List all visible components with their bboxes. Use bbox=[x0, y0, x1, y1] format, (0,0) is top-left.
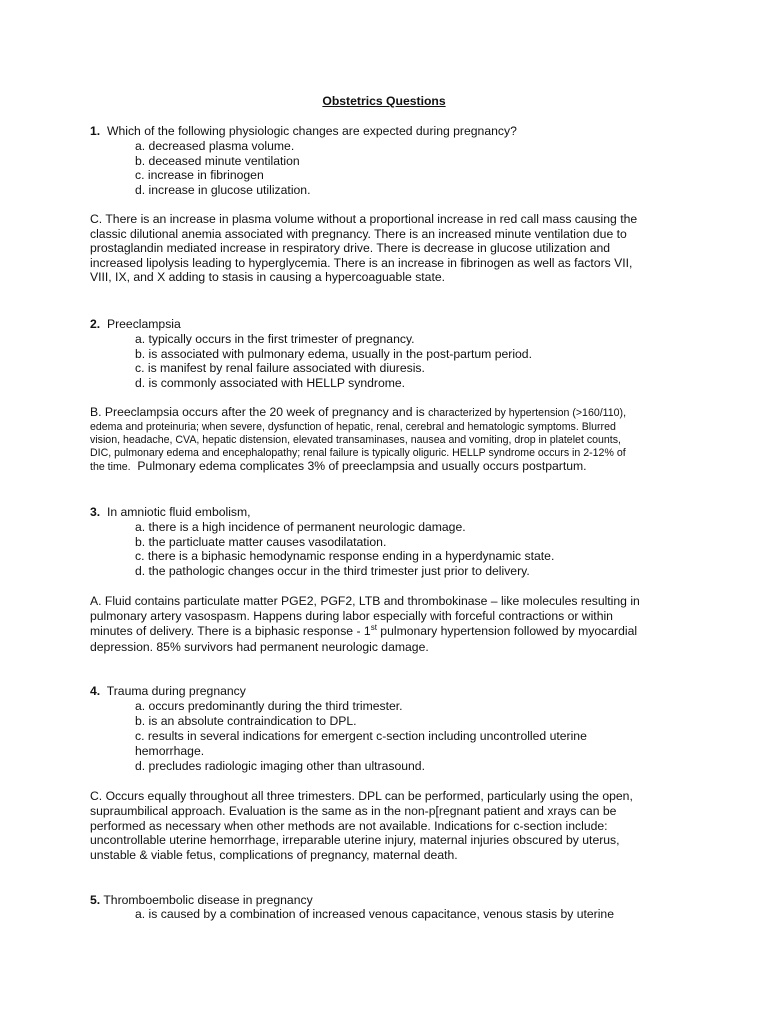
answer-line: depression. 85% survivors had permanent neurologic damage. bbox=[90, 640, 429, 654]
question-5-stem bbox=[90, 893, 313, 908]
answer-line: edema and proteinuria; when severe, dysfunction of hepatic, renal, cerebral and hematologic symptoms. Blurred bbox=[90, 421, 616, 433]
answer-text: characterized by hypertension (>160/110), bbox=[428, 407, 627, 419]
answer-line: DIC, pulmonary edema and encephalopathy; renal failure is typically oliguric. HELLP syndrome occurs in 2-12% of bbox=[90, 447, 626, 459]
option-item: c. results in several indications for emergent c-section including uncontrolled uterine bbox=[135, 729, 587, 743]
answer-line: increased lipolysis leading to hyperglycemia. There is an increase in fibrinogen as well as factors VII, bbox=[90, 255, 633, 270]
question-text: Trauma during pregnancy bbox=[106, 684, 246, 698]
answer-line: supraumbilical approach. Evaluation is the same as in the non-p[regnant patient and xrays can be bbox=[90, 804, 617, 818]
option-item: hemorrhage. bbox=[135, 743, 205, 758]
option-item: a. there is a high incidence of permanent neurologic damage. bbox=[135, 520, 466, 534]
answer-line: A. Fluid contains particulate matter PGE2, PGF2, LTB and thrombokinase – like molecules resulting in bbox=[90, 594, 640, 608]
question-text: Which of the following physiologic changes are expected during pregnancy? bbox=[106, 124, 517, 138]
answer-line: pulmonary artery vasospasm. Happens during labor especially with forceful contractions or within bbox=[90, 609, 613, 623]
option-item: a. typically occurs in the first trimester of pregnancy. bbox=[135, 332, 415, 346]
option-item: b. deceased minute ventilation bbox=[135, 153, 300, 168]
question-text: Thromboembolic disease in pregnancy bbox=[103, 893, 313, 907]
question-text: Preeclampsia bbox=[106, 317, 181, 331]
answer-text: the time. bbox=[90, 461, 131, 473]
option-item: a. decreased plasma volume. bbox=[135, 139, 295, 153]
answer-text: Pulmonary edema complicates 3% of preeclampsia and usually occurs postpartum. bbox=[137, 459, 587, 473]
question-number: 1. bbox=[90, 124, 101, 138]
option-item: c. increase in fibrinogen bbox=[135, 168, 264, 182]
answer-line: uncontrollable uterine hemorrhage, irreparable uterine injury, maternal injuries obscured by uterus, bbox=[90, 833, 620, 847]
answer-line: C. There is an increase in plasma volume without a proportional increase in red call mass causing the bbox=[90, 212, 638, 226]
option-item: d. is commonly associated with HELLP syndrome. bbox=[135, 375, 406, 390]
question-3-stem bbox=[90, 505, 251, 520]
question-2-stem bbox=[90, 317, 181, 332]
question-4-stem bbox=[90, 684, 246, 699]
answer-line: prostaglandin mediated increase in respiratory drive. There is decrease in glucose utilization and bbox=[90, 241, 611, 255]
page-title: Obstetrics Questions bbox=[322, 94, 446, 108]
option-item: b. is an absolute contraindication to DPL. bbox=[135, 713, 357, 728]
answer-text: pulmonary hypertension followed by myocardial bbox=[376, 624, 638, 638]
question-text: In amniotic fluid embolism, bbox=[106, 505, 251, 519]
answer-line bbox=[90, 624, 637, 639]
option-item: d. the pathologic changes occur in the third trimester just prior to delivery. bbox=[135, 563, 530, 578]
answer-line bbox=[90, 459, 587, 475]
answer-text: minutes of delivery. There is a biphasic response - 1 bbox=[90, 624, 371, 638]
question-number: 4. bbox=[90, 684, 101, 698]
option-item: b. the particluate matter causes vasodilatation. bbox=[135, 534, 387, 549]
option-item: c. is manifest by renal failure associated with diuresis. bbox=[135, 361, 425, 375]
option-item: c. there is a biphasic hemodynamic response ending in a hyperdynamic state. bbox=[135, 549, 555, 563]
question-number: 5. bbox=[90, 893, 101, 907]
option-item: b. is associated with pulmonary edema, usually in the post-partum period. bbox=[135, 346, 532, 361]
answer-line: vision, headache, CVA, hepatic distension, elevated transaminases, nausea and vomiting, drop in platelet counts, bbox=[90, 434, 621, 446]
option-item: a. occurs predominantly during the third trimester. bbox=[135, 699, 403, 713]
superscript: st bbox=[370, 622, 377, 632]
option-item: d. increase in glucose utilization. bbox=[135, 182, 311, 197]
option-item: a. is caused by a combination of increased venous capacitance, venous stasis by uterine bbox=[135, 907, 614, 921]
question-number: 3. bbox=[90, 505, 101, 519]
answer-line: classic dilutional anemia associated with pregnancy. There is an increased minute ventilation due to bbox=[90, 226, 627, 241]
answer-line: performed as necessary when other methods are not available. Indications for c-section include: bbox=[90, 818, 608, 833]
option-item: d. precludes radiologic imaging other than ultrasound. bbox=[135, 759, 425, 773]
answer-line: VIII, IX, and X adding to stasis in causing a hypercoaguable state. bbox=[90, 270, 446, 284]
answer-line: C. Occurs equally throughout all three trimesters. DPL can be performed, particularly using the open, bbox=[90, 789, 633, 803]
question-number: 2. bbox=[90, 317, 101, 331]
question-1-stem bbox=[90, 124, 517, 139]
answer-text: B. Preeclampsia occurs after the 20 week of pregnancy and is bbox=[90, 405, 425, 419]
answer-line bbox=[90, 405, 626, 421]
answer-line: unstable & viable fetus, complications of pregnancy, maternal death. bbox=[90, 847, 458, 862]
